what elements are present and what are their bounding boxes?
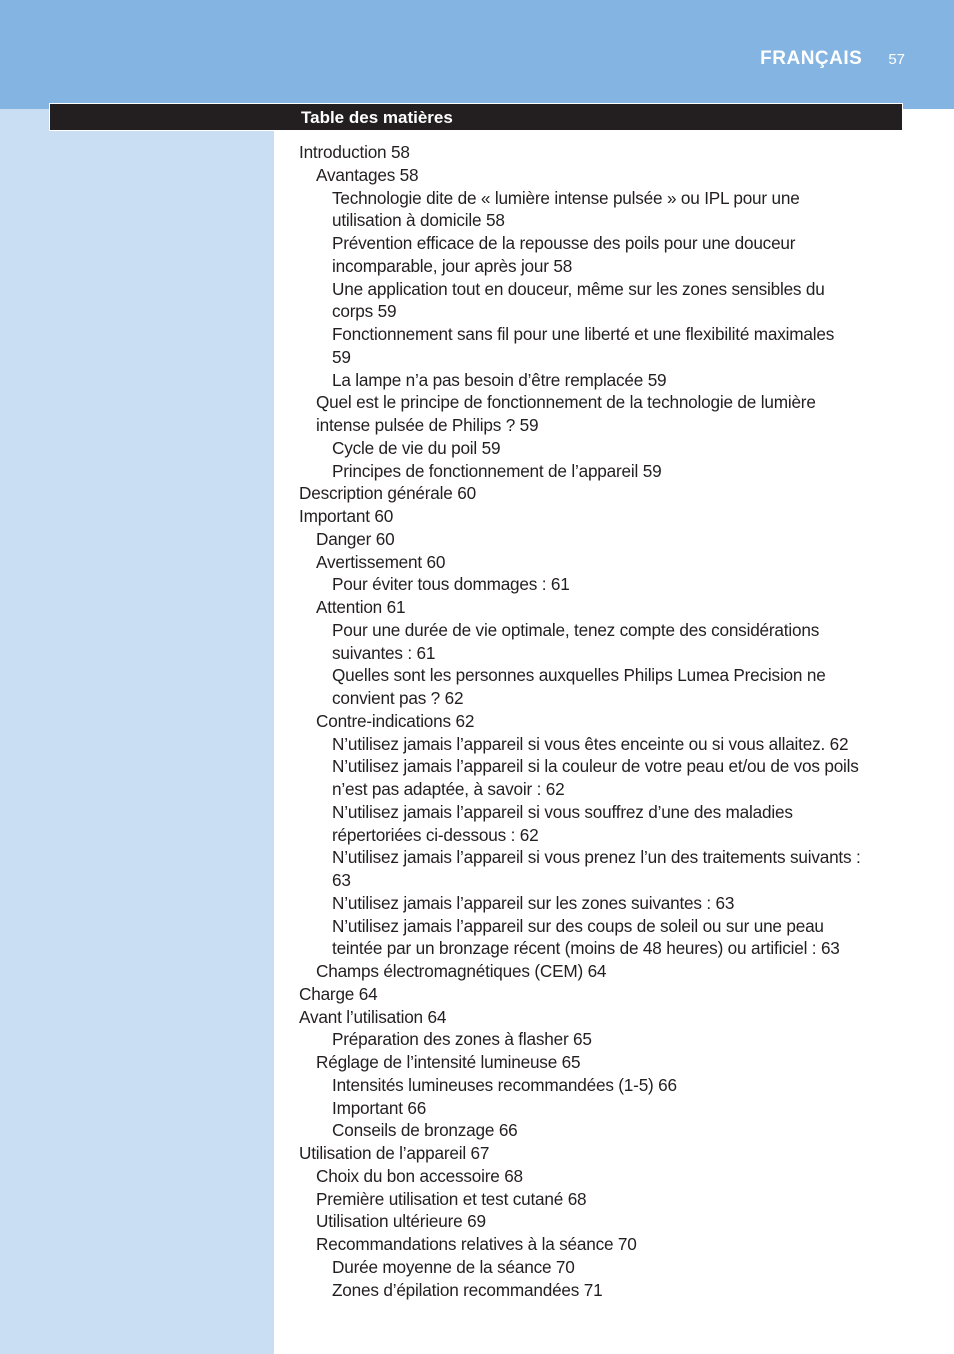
toc-entry[interactable]: Danger 60 xyxy=(316,528,395,549)
toc-entry[interactable]: Préparation des zones à flasher 65 xyxy=(332,1029,592,1050)
toc-entry[interactable]: suivantes : 61 xyxy=(332,642,436,663)
toc-entry[interactable]: Intensités lumineuses recommandées (1-5) 66 xyxy=(332,1074,677,1095)
toc-entry[interactable]: Important 60 xyxy=(299,506,394,526)
toc-entry[interactable]: teintée par un bronzage récent (moins de 48 heures) ou artificiel : 63 xyxy=(332,938,840,959)
page-number: 57 xyxy=(888,51,905,68)
toc-entry[interactable]: Zones d’épilation recommandées 71 xyxy=(332,1279,603,1300)
toc-entry[interactable]: Principes de fonctionnement de l’appareil 59 xyxy=(332,460,662,481)
toc-entry[interactable]: Contre-indications 62 xyxy=(316,710,475,731)
toc-entry[interactable]: Attention 61 xyxy=(316,597,406,617)
toc-entry[interactable]: Utilisation de l’appareil 67 xyxy=(299,1143,490,1163)
toc-entry[interactable]: 63 xyxy=(332,870,351,890)
toc-entry[interactable]: N’utilisez jamais l’appareil si vous êtes enceinte ou si vous allaitez. 62 xyxy=(332,733,849,754)
toc-entry[interactable]: Conseils de bronzage 66 xyxy=(332,1120,518,1141)
toc-entry[interactable]: Choix du bon accessoire 68 xyxy=(316,1165,523,1186)
toc-entry[interactable]: Cycle de vie du poil 59 xyxy=(332,437,501,458)
toc-entry[interactable]: Charge 64 xyxy=(299,983,378,1004)
toc-entry[interactable]: Une application tout en douceur, même sur les zones sensibles du xyxy=(332,278,825,299)
side-band xyxy=(0,109,274,1354)
table-of-contents xyxy=(299,141,905,1301)
toc-entry[interactable]: incomparable, jour après jour 58 xyxy=(332,255,573,276)
section-title: Table des matières xyxy=(301,108,453,127)
toc-entry[interactable]: répertoriées ci-dessous : 62 xyxy=(332,824,539,845)
page-header xyxy=(760,48,905,70)
toc-entry[interactable]: intense pulsée de Philips ? 59 xyxy=(316,415,539,435)
toc-entry[interactable]: Recommandations relatives à la séance 70 xyxy=(316,1234,637,1254)
toc-entry[interactable]: Avant l’utilisation 64 xyxy=(299,1006,447,1027)
toc-entry[interactable]: Durée moyenne de la séance 70 xyxy=(332,1256,575,1277)
toc-entry[interactable]: Prévention efficace de la repousse des poils pour une douceur xyxy=(332,233,796,253)
toc-entry[interactable]: Quelles sont les personnes auxquelles Philips Lumea Precision ne xyxy=(332,665,826,686)
toc-entry[interactable]: N’utilisez jamais l’appareil si vous souffrez d’une des maladies xyxy=(332,801,793,822)
toc-entry[interactable]: Fonctionnement sans fil pour une liberté et une flexibilité maximales xyxy=(332,324,835,344)
toc-entry[interactable]: Pour éviter tous dommages : 61 xyxy=(332,574,570,595)
toc-entry[interactable]: Avertissement 60 xyxy=(316,551,446,572)
toc-entry[interactable]: corps 59 xyxy=(332,301,397,322)
toc-entry[interactable]: Avantages 58 xyxy=(316,164,419,185)
toc-entry[interactable]: N’utilisez jamais l’appareil si vous prenez l’un des traitements suivants : xyxy=(332,847,861,868)
toc-entry[interactable]: Important 66 xyxy=(332,1097,427,1118)
toc-entry[interactable]: Technologie dite de « lumière intense pulsée » ou IPL pour une xyxy=(332,187,800,208)
toc-entry[interactable]: Première utilisation et test cutané 68 xyxy=(316,1188,587,1209)
toc-entry[interactable]: N’utilisez jamais l’appareil sur les zones suivantes : 63 xyxy=(332,892,735,913)
toc-entry[interactable]: N’utilisez jamais l’appareil si la couleur de votre peau et/ou de vos poils xyxy=(332,756,859,777)
toc-entry[interactable]: Réglage de l’intensité lumineuse 65 xyxy=(316,1052,581,1072)
toc-entry[interactable]: Introduction 58 xyxy=(299,142,410,162)
language-label: FRANÇAIS xyxy=(760,48,863,69)
toc-entry[interactable]: Description générale 60 xyxy=(299,483,476,504)
section-bar xyxy=(49,103,903,131)
toc-entry[interactable]: 59 xyxy=(332,346,351,367)
toc-entry[interactable]: Pour une durée de vie optimale, tenez compte des considérations xyxy=(332,619,820,640)
toc-entry[interactable]: La lampe n’a pas besoin d’être remplacée 59 xyxy=(332,369,667,390)
toc-entry[interactable]: N’utilisez jamais l’appareil sur des coups de soleil ou sur une peau xyxy=(332,915,824,936)
toc-entry[interactable]: utilisation à domicile 58 xyxy=(332,210,505,231)
toc-entry[interactable]: Champs électromagnétiques (CEM) 64 xyxy=(316,961,607,981)
toc-entry[interactable]: n’est pas adaptée, à savoir : 62 xyxy=(332,779,565,799)
toc-entry[interactable]: Quel est le principe de fonctionnement de la technologie de lumière xyxy=(316,392,816,413)
toc-entry[interactable]: convient pas ? 62 xyxy=(332,688,464,708)
toc-entry[interactable]: Utilisation ultérieure 69 xyxy=(316,1211,486,1232)
